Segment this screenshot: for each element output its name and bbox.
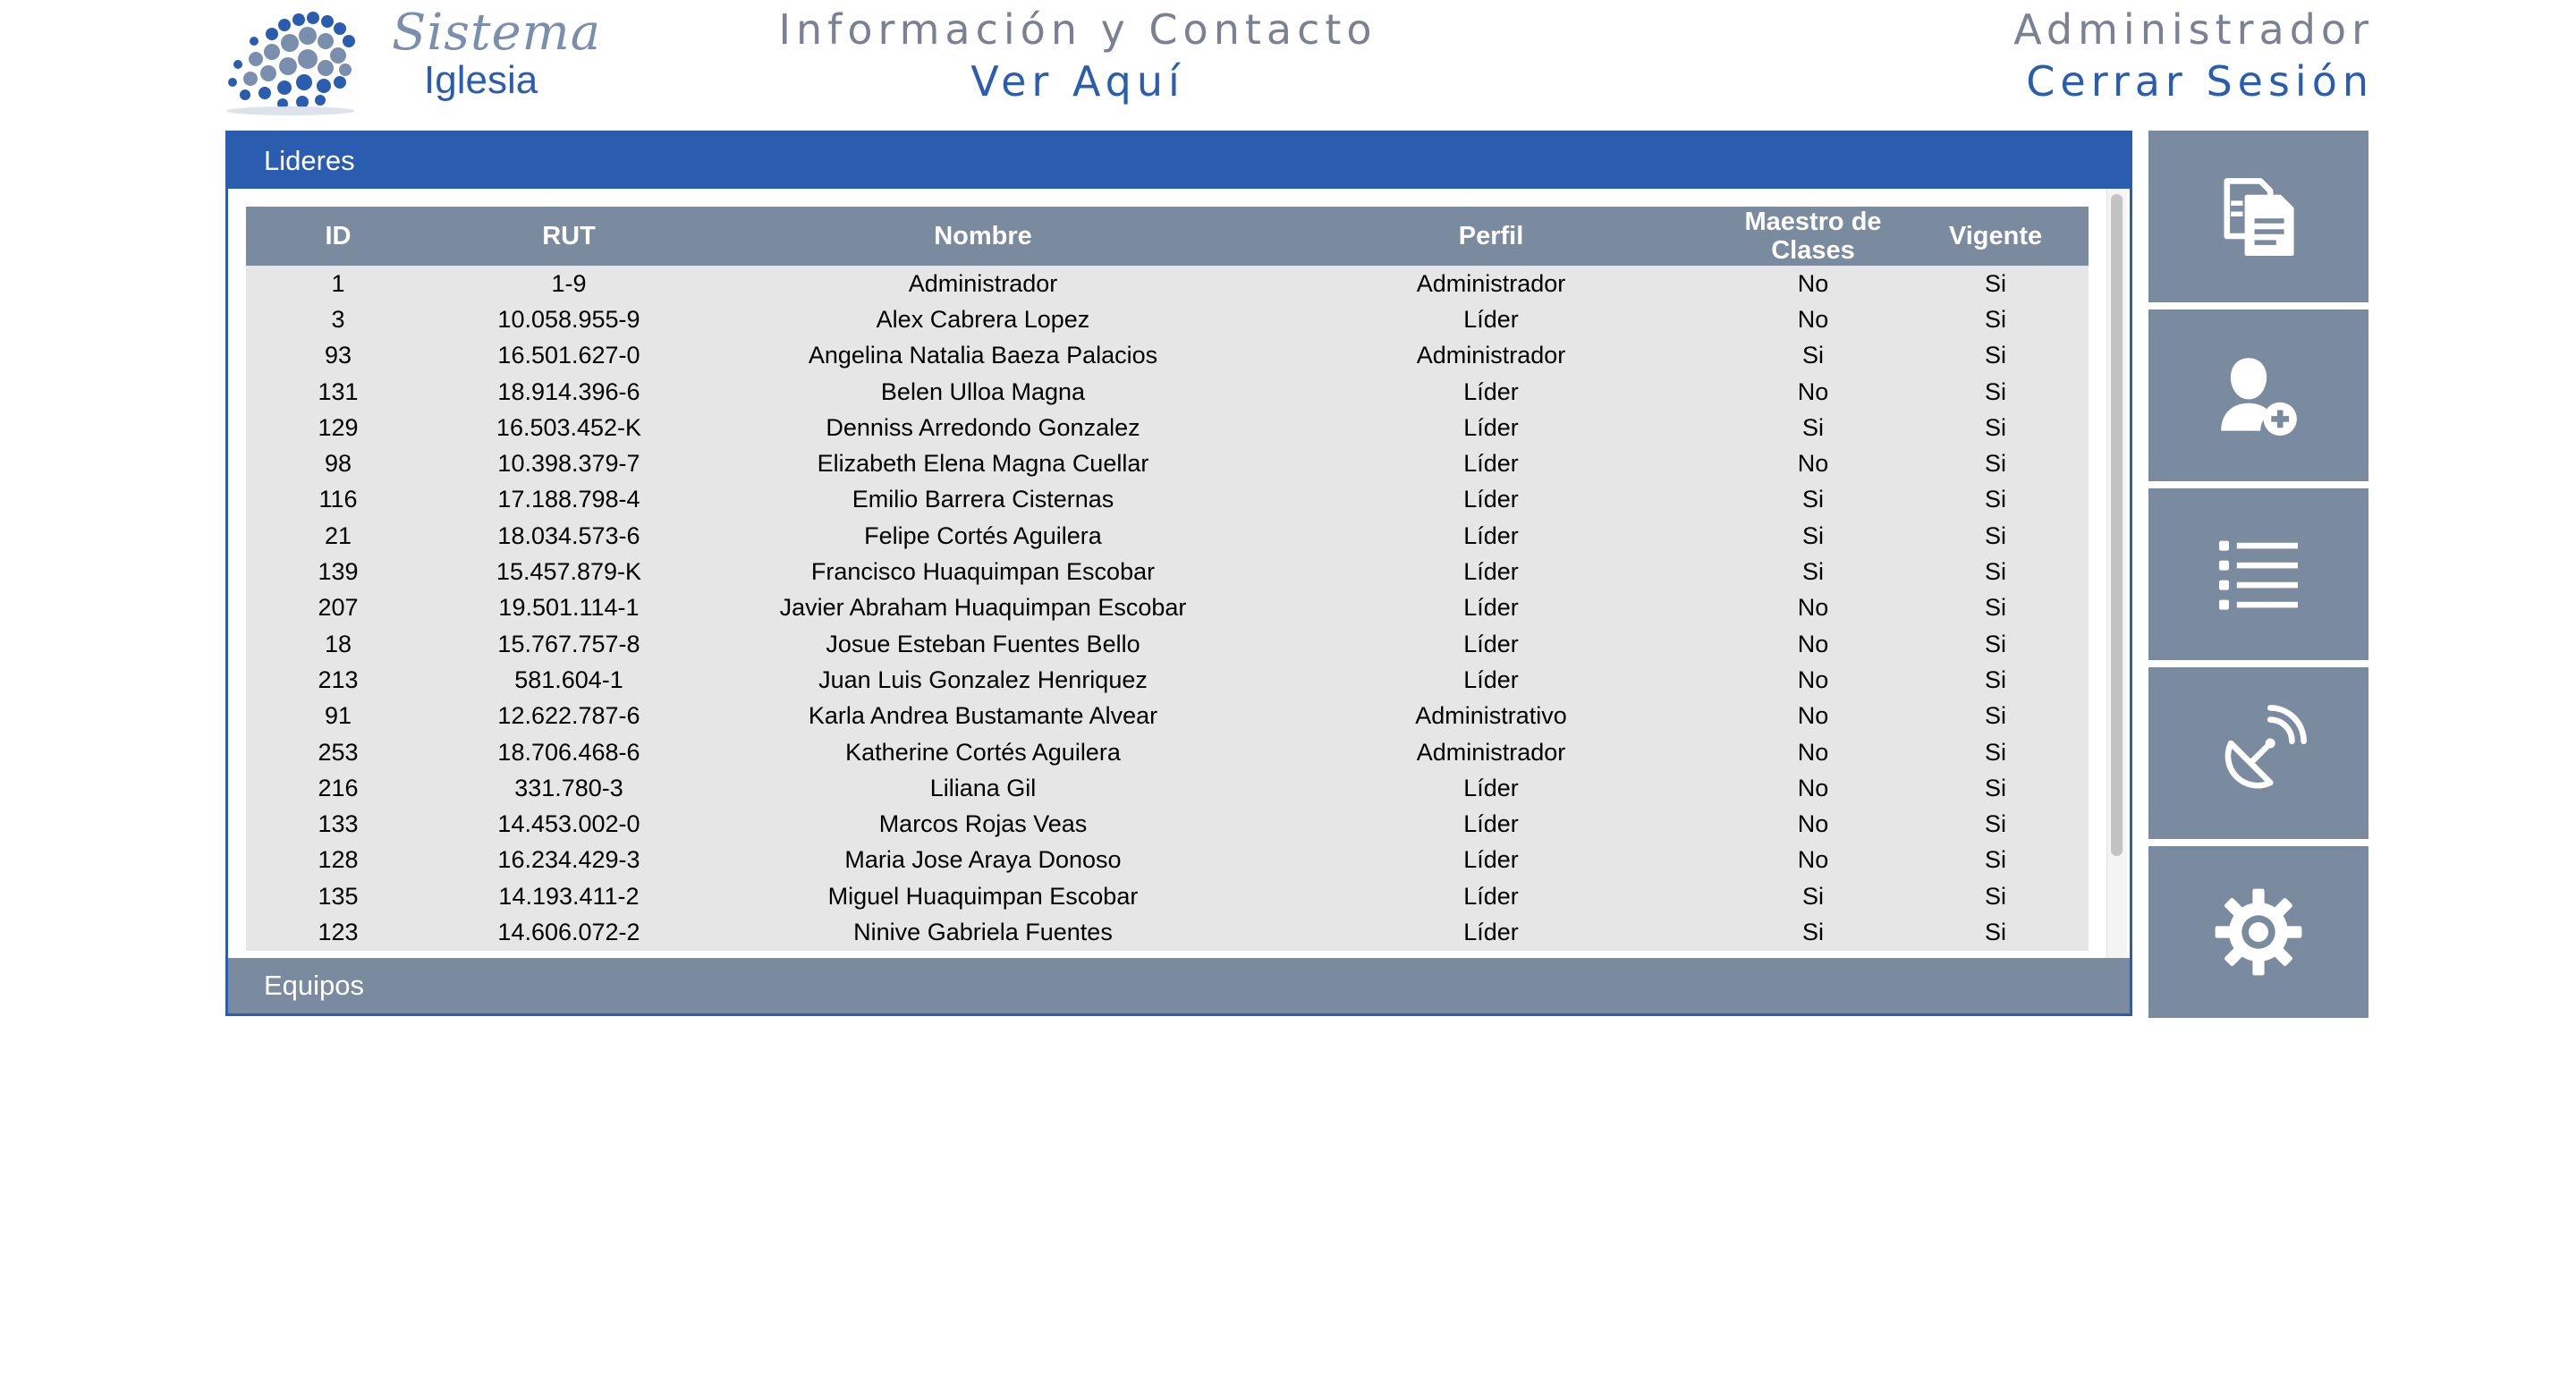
cell-rut: 16.503.452-K: [430, 410, 708, 445]
cell-rut: 12.622.787-6: [430, 699, 708, 734]
logo-dots-icon: [215, 5, 367, 118]
cell-nombre: Francisco Huaquimpan Escobar: [708, 554, 1258, 589]
cell-vigente: Si: [1902, 410, 2089, 445]
cell-nombre: Miguel Huaquimpan Escobar: [708, 878, 1258, 914]
cell-nombre: Josue Esteban Fuentes Bello: [708, 626, 1258, 662]
cell-maestro: Si: [1724, 338, 1902, 374]
table-row[interactable]: [246, 445, 2089, 481]
cell-vigente: Si: [1902, 806, 2089, 842]
settings-button[interactable]: [2148, 846, 2368, 1018]
cell-rut: 16.234.429-3: [430, 843, 708, 878]
cell-perfil: Administrador: [1258, 338, 1724, 374]
cell-vigente: Si: [1902, 662, 2089, 698]
cell-rut: 10.398.379-7: [430, 445, 708, 481]
cell-maestro: No: [1724, 626, 1902, 662]
cell-perfil: Líder: [1258, 374, 1724, 410]
table-row[interactable]: [246, 734, 2089, 770]
logo-wordmark: [392, 4, 601, 103]
cell-id: 1: [246, 266, 430, 301]
cell-nombre: Denniss Arredondo Gonzalez: [708, 410, 1258, 445]
cell-nombre: Karla Andrea Bustamante Alvear: [708, 699, 1258, 734]
cell-perfil: Líder: [1258, 843, 1724, 878]
cell-vigente: Si: [1902, 482, 2089, 518]
cell-maestro: Si: [1724, 554, 1902, 589]
satellite-dish-icon: [2209, 704, 2308, 802]
cell-vigente: Si: [1902, 445, 2089, 481]
user-block: [2013, 4, 2374, 107]
cell-nombre: Elizabeth Elena Magna Cuellar: [708, 445, 1258, 481]
cell-perfil: Administrador: [1258, 266, 1724, 301]
copy-documents-button[interactable]: [2148, 131, 2368, 302]
table-row[interactable]: [246, 266, 2089, 301]
cell-rut: 10.058.955-9: [430, 301, 708, 337]
logout-link[interactable]: Cerrar Sesión: [2026, 57, 2374, 106]
logo-main-text: Iglesia: [424, 58, 538, 102]
cell-perfil: Líder: [1258, 554, 1724, 589]
cell-rut: 18.914.396-6: [430, 374, 708, 410]
cell-maestro: Si: [1724, 878, 1902, 914]
panel-body: [228, 189, 2130, 958]
cell-id: 213: [246, 662, 430, 698]
logo-script-text: Sistema: [392, 4, 602, 62]
cell-nombre: Marcos Rojas Veas: [708, 806, 1258, 842]
cell-nombre: Maria Jose Araya Donoso: [708, 843, 1258, 878]
cell-vigente: Si: [1902, 699, 2089, 734]
cell-maestro: Si: [1724, 482, 1902, 518]
table-row[interactable]: [246, 770, 2089, 806]
table-row[interactable]: [246, 301, 2089, 337]
cell-rut: 14.606.072-2: [430, 914, 708, 950]
copy-documents-icon: [2209, 167, 2308, 266]
cell-rut: 16.501.627-0: [430, 338, 708, 374]
col-header-nombre[interactable]: Nombre: [708, 207, 1258, 266]
cell-maestro: No: [1724, 590, 1902, 626]
info-title: Información y Contacto: [778, 5, 1377, 54]
table-row[interactable]: [246, 554, 2089, 589]
cell-perfil: Líder: [1258, 445, 1724, 481]
user-name: Administrador: [2013, 5, 2374, 54]
cell-perfil: Administrador: [1258, 734, 1724, 770]
cell-maestro: No: [1724, 301, 1902, 337]
cell-nombre: Belen Ulloa Magna: [708, 374, 1258, 410]
gear-icon: [2209, 883, 2308, 981]
cell-rut: 1-9: [430, 266, 708, 301]
leaders-panel: [225, 131, 2132, 1016]
table-row[interactable]: [246, 410, 2089, 445]
cell-nombre: Emilio Barrera Cisternas: [708, 482, 1258, 518]
cell-maestro: No: [1724, 445, 1902, 481]
list-icon: [2209, 525, 2308, 623]
cell-vigente: Si: [1902, 338, 2089, 374]
cell-maestro: No: [1724, 266, 1902, 301]
table-row[interactable]: [246, 338, 2089, 374]
cell-maestro: No: [1724, 374, 1902, 410]
cell-id: 129: [246, 410, 430, 445]
cell-rut: 14.193.411-2: [430, 878, 708, 914]
cell-perfil: Líder: [1258, 770, 1724, 806]
table-row[interactable]: [246, 914, 2089, 950]
cell-perfil: Líder: [1258, 518, 1724, 554]
cell-perfil: Líder: [1258, 626, 1724, 662]
cell-perfil: Líder: [1258, 914, 1724, 950]
table-row[interactable]: [246, 590, 2089, 626]
cell-rut: 18.034.573-6: [430, 518, 708, 554]
cell-nombre: Javier Abraham Huaquimpan Escobar: [708, 590, 1258, 626]
col-header-rut[interactable]: RUT: [430, 207, 708, 266]
cell-id: 131: [246, 374, 430, 410]
cell-perfil: Líder: [1258, 410, 1724, 445]
cell-maestro: Si: [1724, 914, 1902, 950]
cell-rut: 18.706.468-6: [430, 734, 708, 770]
cell-id: 3: [246, 301, 430, 337]
add-user-icon: [2209, 346, 2308, 445]
col-header-id[interactable]: ID: [246, 207, 430, 266]
cell-id: 18: [246, 626, 430, 662]
cell-vigente: Si: [1902, 843, 2089, 878]
cell-vigente: Si: [1902, 590, 2089, 626]
cell-id: 207: [246, 590, 430, 626]
cell-rut: 331.780-3: [430, 770, 708, 806]
table-row[interactable]: [246, 662, 2089, 698]
table-row[interactable]: [246, 374, 2089, 410]
table-scrollbar[interactable]: [2106, 189, 2127, 958]
cell-id: 135: [246, 878, 430, 914]
action-sidebar: [2148, 131, 2368, 1025]
cell-vigente: Si: [1902, 301, 2089, 337]
list-button[interactable]: [2148, 488, 2368, 660]
cell-maestro: No: [1724, 770, 1902, 806]
cell-id: 21: [246, 518, 430, 554]
cell-id: 123: [246, 914, 430, 950]
cell-vigente: Si: [1902, 374, 2089, 410]
cell-perfil: Administrativo: [1258, 699, 1724, 734]
cell-id: 128: [246, 843, 430, 878]
cell-maestro: No: [1724, 734, 1902, 770]
cell-perfil: Líder: [1258, 662, 1724, 698]
cell-nombre: Alex Cabrera Lopez: [708, 301, 1258, 337]
cell-perfil: Líder: [1258, 878, 1724, 914]
table-row[interactable]: [246, 482, 2089, 518]
cell-rut: 19.501.114-1: [430, 590, 708, 626]
cell-vigente: Si: [1902, 770, 2089, 806]
cell-vigente: Si: [1902, 266, 2089, 301]
cell-vigente: Si: [1902, 554, 2089, 589]
table-header-row: [246, 207, 2089, 266]
table-container: [246, 207, 2089, 958]
scrollbar-thumb[interactable]: [2111, 194, 2123, 856]
col-header-vigente[interactable]: Vigente: [1902, 207, 2089, 266]
cell-id: 116: [246, 482, 430, 518]
cell-id: 139: [246, 554, 430, 589]
table-row[interactable]: [246, 518, 2089, 554]
cell-maestro: No: [1724, 699, 1902, 734]
panel-title[interactable]: Lideres: [228, 133, 2130, 189]
cell-perfil: Líder: [1258, 590, 1724, 626]
cell-vigente: Si: [1902, 626, 2089, 662]
table-row[interactable]: [246, 843, 2089, 878]
table-row[interactable]: [246, 878, 2089, 914]
col-header-maestro[interactable]: Maestro de Clases: [1724, 207, 1902, 266]
cell-maestro: No: [1724, 662, 1902, 698]
cell-nombre: Angelina Natalia Baeza Palacios: [708, 338, 1258, 374]
cell-perfil: Líder: [1258, 301, 1724, 337]
cell-id: 93: [246, 338, 430, 374]
cell-rut: 15.457.879-K: [430, 554, 708, 589]
cell-rut: 581.604-1: [430, 662, 708, 698]
info-contact: [769, 4, 1386, 107]
cell-rut: 17.188.798-4: [430, 482, 708, 518]
leaders-table: [246, 207, 2089, 951]
cell-id: 253: [246, 734, 430, 770]
info-link[interactable]: Ver Aquí: [970, 57, 1185, 106]
cell-nombre: Juan Luis Gonzalez Henriquez: [708, 662, 1258, 698]
add-user-button[interactable]: [2148, 309, 2368, 481]
cell-vigente: Si: [1902, 518, 2089, 554]
col-header-perfil[interactable]: Perfil: [1258, 207, 1724, 266]
cell-nombre: Administrador: [708, 266, 1258, 301]
satellite-dish-button[interactable]: [2148, 667, 2368, 839]
cell-vigente: Si: [1902, 914, 2089, 950]
cell-vigente: Si: [1902, 734, 2089, 770]
cell-maestro: Si: [1724, 410, 1902, 445]
cell-nombre: Felipe Cortés Aguilera: [708, 518, 1258, 554]
cell-id: 216: [246, 770, 430, 806]
cell-id: 98: [246, 445, 430, 481]
cell-rut: 15.767.757-8: [430, 626, 708, 662]
table-row[interactable]: [246, 626, 2089, 662]
cell-rut: 14.453.002-0: [430, 806, 708, 842]
table-row[interactable]: [246, 699, 2089, 734]
cell-perfil: Líder: [1258, 806, 1724, 842]
cell-maestro: Si: [1724, 518, 1902, 554]
teams-section-header[interactable]: Equipos: [228, 958, 2130, 1013]
cell-vigente: Si: [1902, 878, 2089, 914]
cell-id: 133: [246, 806, 430, 842]
cell-id: 91: [246, 699, 430, 734]
cell-maestro: No: [1724, 843, 1902, 878]
cell-nombre: Ninive Gabriela Fuentes: [708, 914, 1258, 950]
cell-nombre: Liliana Gil: [708, 770, 1258, 806]
table-row[interactable]: [246, 806, 2089, 842]
cell-perfil: Líder: [1258, 482, 1724, 518]
cell-maestro: No: [1724, 806, 1902, 842]
cell-nombre: Katherine Cortés Aguilera: [708, 734, 1258, 770]
